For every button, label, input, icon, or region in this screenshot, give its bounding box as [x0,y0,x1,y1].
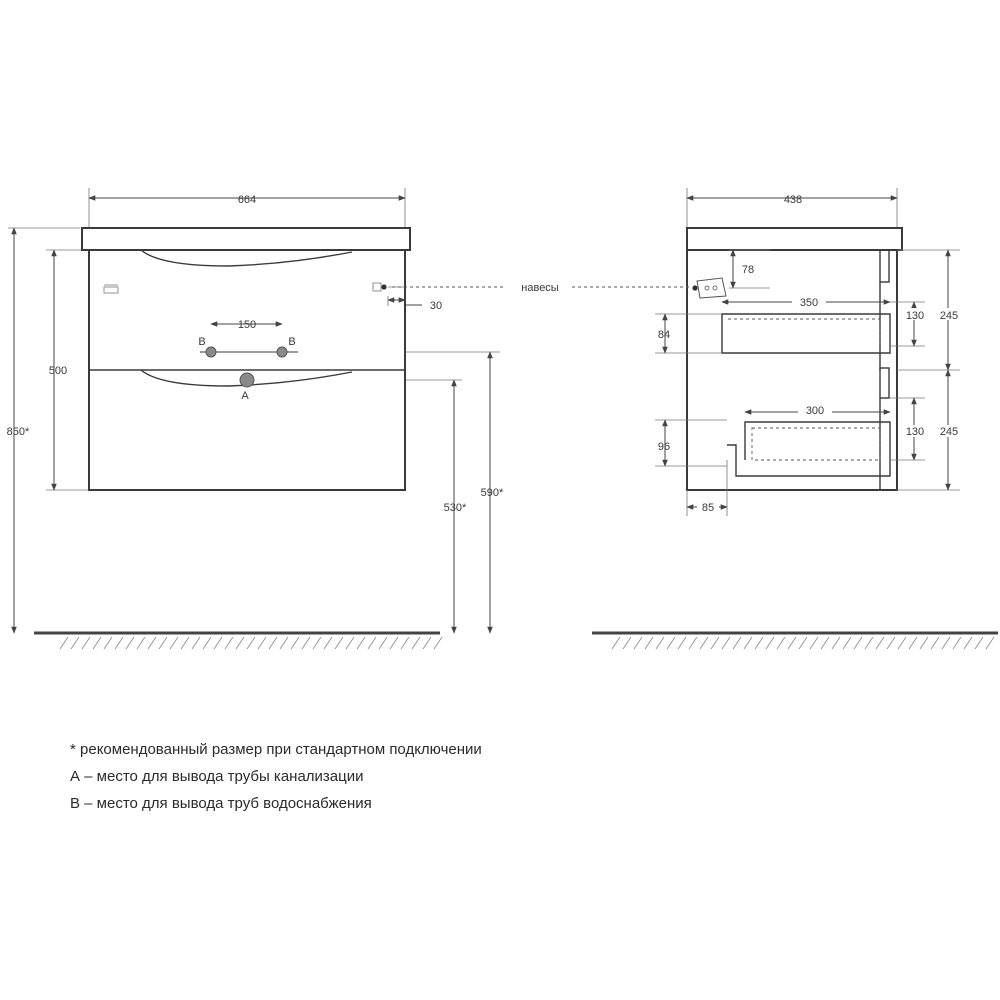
dimension-350: 350 [799,297,819,309]
dimension-85: 85 [701,502,715,514]
floor-hatch-front [60,637,442,649]
dimension-150: 150 [237,319,257,331]
note-drain-point: А – место для вывода трубы канализации [70,768,364,785]
dimension-245-bottom: 245 [939,426,959,438]
dimension-30: 30 [429,300,443,312]
floor-hatch-stroke [126,637,134,649]
floor-hatch-stroke [170,637,178,649]
floor-hatch-stroke [942,637,950,649]
floor-hatch-stroke [854,637,862,649]
floor-hatch-stroke [667,637,675,649]
floor-hatch-stroke [346,637,354,649]
water-supply-point-left [206,347,216,357]
floor-hatch-stroke [755,637,763,649]
floor-hatch-stroke [71,637,79,649]
drain-point [240,373,254,387]
floor-hatch-stroke [865,637,873,649]
floor-hatch-stroke [645,637,653,649]
floor-hatch-stroke [733,637,741,649]
floor-hatch-stroke [810,637,818,649]
label-b-right: B [288,336,296,348]
front-view [7,188,504,649]
floor-hatch-stroke [335,637,343,649]
dimension-664: 664 [237,194,257,206]
note-water-supply-points: В – место для вывода труб водоснабжения [70,795,372,812]
floor-hatch-stroke [986,637,994,649]
floor-hatch-stroke [876,637,884,649]
floor-hatch-stroke [313,637,321,649]
floor-hatch-stroke [799,637,807,649]
floor-hatch-stroke [401,637,409,649]
floor-hatch-stroke [137,637,145,649]
floor-hatch-stroke [689,637,697,649]
floor-hatch-stroke [700,637,708,649]
floor-hatch-stroke [909,637,917,649]
water-supply-point-right [277,347,287,357]
floor-hatch-stroke [148,637,156,649]
floor-hatch-stroke [115,637,123,649]
floor-hatch-stroke [280,637,288,649]
floor-hatch-stroke [104,637,112,649]
dimension-300: 300 [805,405,825,417]
floor-hatch-stroke [379,637,387,649]
floor-hatch-stroke [236,637,244,649]
dimension-245-top: 245 [939,310,959,322]
floor-hatch-side [612,637,994,649]
floor-hatch-stroke [357,637,365,649]
dimension-530: 530* [443,502,467,514]
floor-hatch-stroke [920,637,928,649]
floor-hatch-stroke [843,637,851,649]
floor-hatch-stroke [766,637,774,649]
dimension-438: 438 [783,194,803,206]
dimension-78: 78 [741,264,755,276]
floor-hatch-stroke [390,637,398,649]
floor-hatch-stroke [711,637,719,649]
note-recommended-size: * рекомендованный размер при стандартном подключении [70,741,482,758]
floor-hatch-stroke [93,637,101,649]
dimension-84: 84 [657,329,671,341]
floor-hatch-stroke [777,637,785,649]
floor-hatch-stroke [975,637,983,649]
floor-hatch-stroke [634,637,642,649]
dimension-96: 96 [657,441,671,453]
floor-hatch-stroke [612,637,620,649]
floor-hatch-stroke [887,637,895,649]
floor-hatch-stroke [60,637,68,649]
floor-hatch-stroke [832,637,840,649]
hinges-label: навесы [521,282,559,294]
floor-hatch-stroke [225,637,233,649]
label-a: A [241,390,249,402]
floor-hatch-stroke [434,637,442,649]
floor-hatch-stroke [247,637,255,649]
floor-hatch-stroke [269,637,277,649]
front-countertop [82,228,410,250]
floor-hatch-stroke [788,637,796,649]
floor-hatch-stroke [214,637,222,649]
floor-hatch-stroke [744,637,752,649]
floor-hatch-stroke [203,637,211,649]
floor-hatch-stroke [258,637,266,649]
dimension-500: 500 [48,365,68,377]
dimension-590: 590* [480,487,504,499]
dimension-130-bottom: 130 [905,426,925,438]
floor-hatch-stroke [192,637,200,649]
label-b-left: B [198,336,206,348]
floor-hatch-stroke [291,637,299,649]
side-view [392,188,998,649]
floor-hatch-stroke [722,637,730,649]
notes-block [70,736,482,817]
floor-hatch-stroke [953,637,961,649]
floor-hatch-stroke [159,637,167,649]
floor-hatch-stroke [302,637,310,649]
floor-hatch-stroke [964,637,972,649]
floor-hatch-stroke [821,637,829,649]
dimension-130-top: 130 [905,310,925,322]
floor-hatch-stroke [931,637,939,649]
floor-hatch-stroke [368,637,376,649]
floor-hatch-stroke [181,637,189,649]
dimension-850: 850* [6,426,30,438]
floor-hatch-stroke [898,637,906,649]
floor-hatch-stroke [423,637,431,649]
floor-hatch-stroke [678,637,686,649]
side-countertop [687,228,902,250]
floor-hatch-stroke [656,637,664,649]
floor-hatch-stroke [82,637,90,649]
floor-hatch-stroke [623,637,631,649]
floor-hatch-stroke [324,637,332,649]
floor-hatch-stroke [412,637,420,649]
